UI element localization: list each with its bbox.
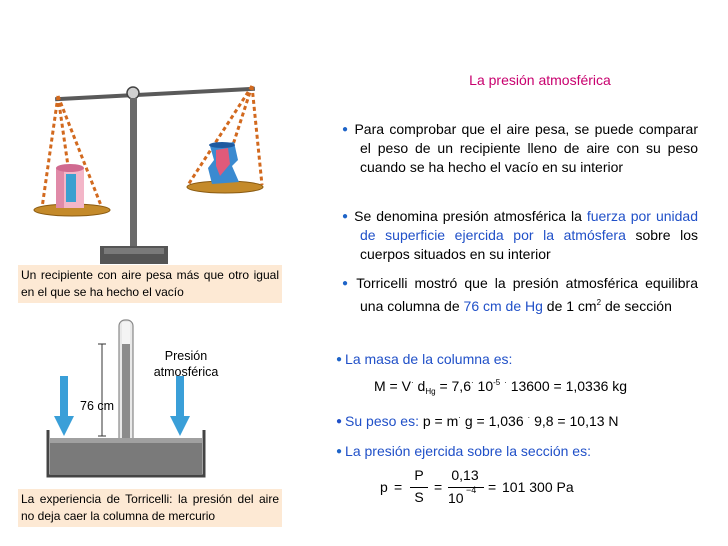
bullet-dot-icon: ● [342, 278, 352, 289]
mercury-basin [50, 442, 202, 475]
pressure-label: Presión atmosférica [153, 349, 219, 379]
balance-illustration [30, 70, 280, 270]
bullet-air-weight: ● Para comprobar que el aire pesa, se puede comparar el peso de un recipiente lleno de aire con su peso cuando se ha hecho el vacío en su interior [342, 121, 698, 175]
bullet-dot-icon: ● [342, 124, 350, 135]
mass-label: ● La masa de la columna es: [336, 351, 513, 367]
pressure-section-label: ● La presión ejercida sobre la sección es: [336, 443, 591, 459]
page-title: La presión atmosférica [469, 72, 611, 88]
bullet-definition: ● Se denomina presión atmosférica la fuerza por unidad de superficie ejercida por la atmósfera sobre los cuerpos situados en su interior [342, 208, 699, 262]
bullet-dot-icon: ● [336, 446, 343, 457]
bullet-dot-icon: ● [342, 211, 350, 222]
torricelli-caption: La experiencia de Torricelli: la presión del aire no deja caer la columna de mercurio [18, 489, 282, 527]
mercury-column [122, 344, 130, 450]
crushed-can-icon [208, 142, 239, 184]
full-can-icon [56, 164, 84, 208]
weight-formula: ● Su peso es: p = m· g = 1,036 · 9,8 = 10,13 N [336, 413, 619, 429]
bullet-dot-icon: ● [336, 354, 343, 365]
height-label: 76 cm [80, 399, 115, 413]
torricelli-diagram [40, 318, 210, 490]
pressure-formula: p = P S = 0,13 10 −4 = 101 300 Pa [380, 467, 574, 506]
mass-formula: M = V· $d_{Hg} = 7,6^\cdot$ $10^{-5}$ · 13600 = 1,0336 kg [374, 378, 628, 396]
bullet-torricelli: ● Torricelli mostró que la presión atmosférica equilibra una columna de 76 cm de Hg de 1 $cm^2$ de sección [342, 275, 698, 314]
balance-caption: Un recipiente con aire pesa más que otro igual en el que se ha hecho el vacío [18, 265, 282, 303]
bullet-dot-icon: ● [336, 416, 343, 427]
